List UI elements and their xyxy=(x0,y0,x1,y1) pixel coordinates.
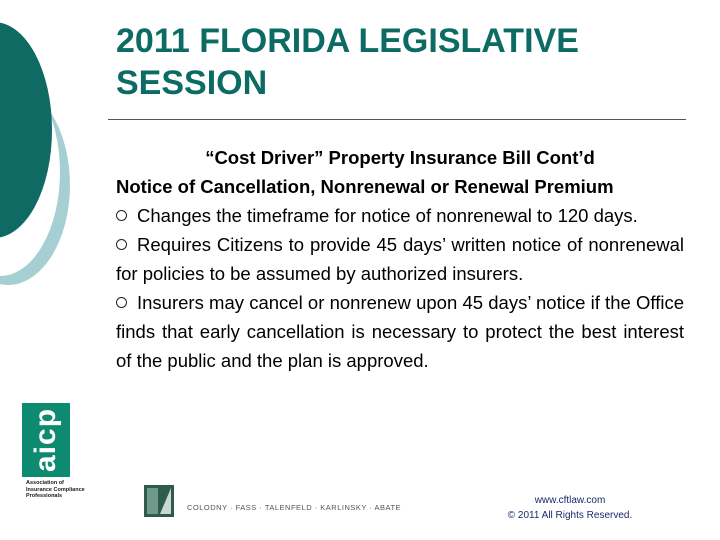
corner-decoration xyxy=(0,0,110,300)
aicp-logo-text: aicp xyxy=(29,407,62,473)
copyright: © 2011 All Rights Reserved. xyxy=(507,510,633,521)
slide-title: 2011 FLORIDA LEGISLATIVE SESSION xyxy=(116,22,579,102)
firm-name: COLODNY · FASS · TALENFELD · KARLINSKY · ABATE xyxy=(187,503,402,512)
bullet-item xyxy=(116,201,684,230)
title-divider xyxy=(108,119,686,120)
firm-logo-icon xyxy=(144,485,174,517)
footer-contact xyxy=(490,493,650,523)
slide-body xyxy=(116,143,684,375)
bullet-item xyxy=(116,288,684,375)
bullet-item xyxy=(116,230,684,288)
bullet-circle-icon xyxy=(116,239,127,250)
aicp-caption: Association of Insurance Compliance Professionals xyxy=(26,480,85,499)
bullet-circle-icon xyxy=(116,210,127,221)
aicp-logo xyxy=(22,403,74,477)
bullet-text: Insurers may cancel or nonrenew upon 45 days’ notice if the Office finds that early cancellation is necessary to protect the best interest of the public and the plan is approved. xyxy=(116,292,684,371)
bullet-circle-icon xyxy=(116,297,127,308)
firm-url: www.cftlaw.com xyxy=(534,495,606,506)
aicp-logo-box xyxy=(22,403,70,477)
section-heading: Notice of Cancellation, Nonrenewal or Renewal Premium xyxy=(116,176,614,197)
bullet-text: Changes the timeframe for notice of nonrenewal to 120 days. xyxy=(137,205,638,226)
slide-subtitle: “Cost Driver” Property Insurance Bill Cont’d xyxy=(205,147,595,168)
bullet-text: Requires Citizens to provide 45 days’ written notice of nonrenewal for policies to be assumed by authorized insurers. xyxy=(116,234,684,284)
